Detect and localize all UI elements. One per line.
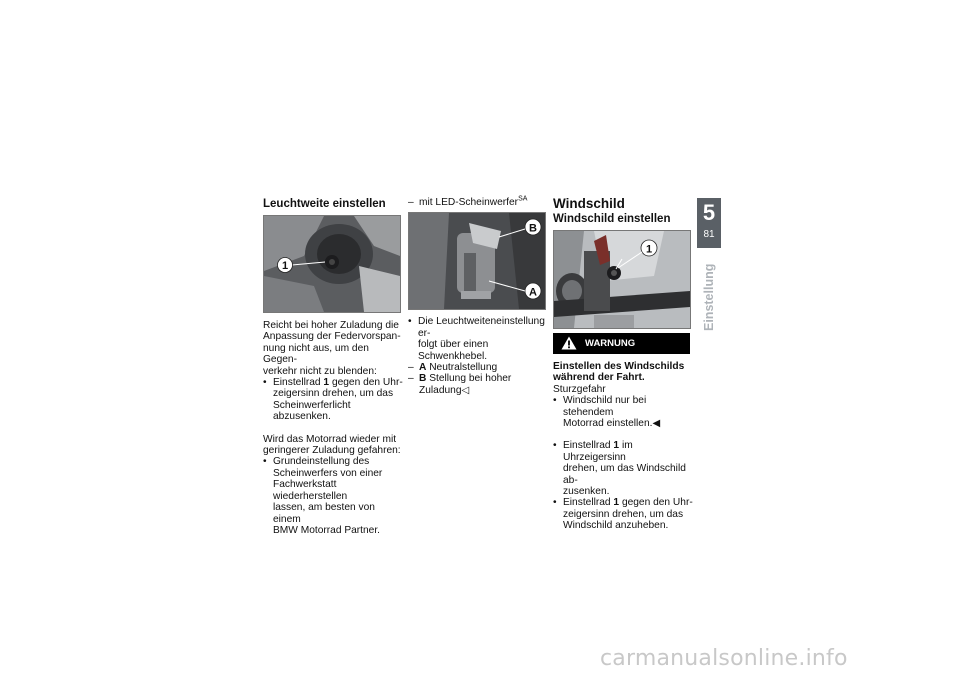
position-list [408, 362, 550, 396]
warning-bullets [553, 395, 693, 429]
bullet-item: • Einstellrad 1 gegen den Uhr- zeigersinn drehen, um das Scheinwerferlicht abzusenken. [263, 377, 403, 423]
column-1 [263, 197, 403, 536]
bullet-list-col2 [408, 316, 550, 362]
photo-headlight-adjuster [263, 215, 401, 313]
warning-sub: Sturzgefahr [553, 383, 606, 395]
bullet-item: • Einstellrad 1 gegen den Uhr- zeigersinn drehen, um das Windschild anzuheben. [553, 497, 693, 531]
bullet-list-2 [263, 456, 403, 536]
para1-line: verkehr nicht zu blenden: [263, 365, 377, 377]
warning-triangle-icon [561, 336, 577, 350]
heading-windschild-einstellen: Windschild einstellen [553, 213, 671, 225]
bullet-item: • Einstellrad 1 im Uhrzeigersinn drehen, um das Windschild ab- zusenken. [553, 440, 693, 497]
para2-line: geringerer Zuladung gefahren: [263, 445, 401, 457]
instruction-bullets [553, 440, 693, 531]
photo-windshield [553, 230, 691, 329]
bullet-item: • Die Leuchtweiteneinstellung er- folgt über einen Schwenkhebel. [408, 316, 550, 362]
warning-label: WARNUNG [585, 338, 636, 349]
warning-heading: Einstellen des Windschilds während der Fahrt. [553, 361, 685, 384]
page-number: 81 [703, 229, 715, 240]
chapter-tab [697, 198, 721, 248]
callout-a: A [529, 286, 537, 299]
callout-b: B [529, 222, 537, 235]
para1-line: nung nicht aus, um den Gegen- [263, 342, 369, 366]
warning-banner [553, 333, 690, 354]
section-title: Windschild [553, 196, 625, 211]
para2-line: Wird das Motorrad wieder mit [263, 433, 397, 445]
heading-leuchtweite: Leuchtweite einstellen [263, 198, 386, 210]
callout-1-windshield: 1 [645, 243, 653, 256]
para1-line: Reicht bei hoher Zuladung die [263, 320, 399, 331]
column-2 [408, 197, 550, 396]
column-3 [553, 196, 693, 532]
bullet-item: • Grundeinstellung des Scheinwerfers von einer Fachwerkstatt wiederherstellen lassen, am besten von einem BMW Motorrad Partner. [263, 456, 403, 536]
para1-line: Anpassung der Federvorspan- [263, 331, 401, 343]
dash-intro: – mit LED-Scheinwerfer$^{SA}$ [408, 197, 550, 208]
watermark: carmanualsonline.info [600, 646, 848, 671]
bullet-item: • Windschild nur bei stehendem Motorrad einstellen.◀ [553, 395, 693, 429]
callout-1: 1 [281, 260, 289, 272]
bullet-list-1 [263, 377, 403, 423]
position-item-b: – B Stellung bei hoher Zuladung◁ [408, 373, 550, 396]
section-tab-label: Einstellung [702, 263, 716, 331]
chapter-number: 5 [702, 200, 716, 225]
photo-swivel-lever [408, 212, 546, 310]
position-item-a: – A Neutralstellung [408, 362, 550, 373]
